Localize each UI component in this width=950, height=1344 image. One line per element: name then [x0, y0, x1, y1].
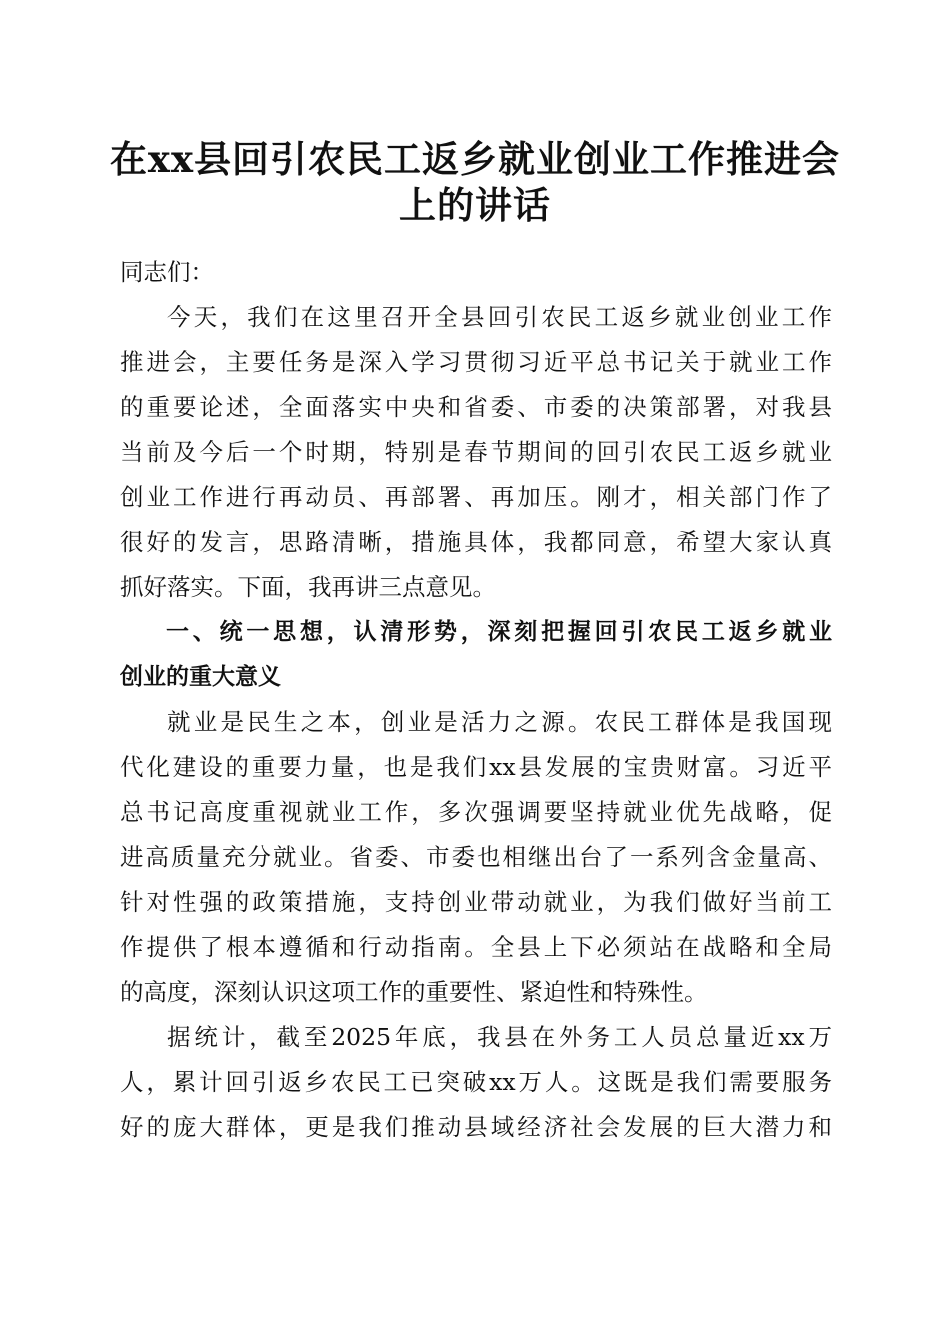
text-line: 同志们：: [120, 258, 214, 286]
text-line: 进高质量充分就业。省委、市委也相继出台了一系列含金量高、: [120, 843, 832, 871]
text-line: 针对性强的政策措施，支持创业带动就业，为我们做好当前工: [120, 888, 832, 916]
text-line: 人，累计回引返乡农民工已突破xx万人。这既是我们需要服务: [120, 1068, 832, 1096]
document-title: [100, 136, 850, 228]
text-line: 抓好落实。下面，我再讲三点意见。: [120, 573, 496, 601]
text-line: 当前及今后一个时期，特别是春节期间的回引农民工返乡就业: [120, 438, 832, 466]
text-line: 作提供了根本遵循和行动指南。全县上下必须站在战略和全局: [120, 933, 832, 961]
paragraph-statistics: [120, 1015, 832, 1150]
text-line: 很好的发言，思路清晰，措施具体，我都同意，希望大家认真: [120, 528, 832, 556]
text-line: 一、统一思想，认清形势，深刻把握回引农民工返乡就业: [166, 619, 832, 645]
text-line: 推进会，主要任务是深入学习贯彻习近平总书记关于就业工作: [120, 348, 832, 376]
text-line: 创业的重大意义: [120, 664, 281, 690]
text-line: 的高度，深刻认识这项工作的重要性、紧迫性和特殊性。: [120, 978, 708, 1006]
text-line: 据统计，截至2025年底，我县在外务工人员总量近xx万: [167, 1023, 832, 1051]
title-line: 在xx县回引农民工返乡就业创业工作推进会: [109, 137, 841, 181]
section-heading-1: [120, 610, 832, 700]
text-line: 好的庞大群体，更是我们推动县域经济社会发展的巨大潜力和: [120, 1113, 832, 1141]
text-line: 今天，我们在这里召开全县回引农民工返乡就业创业工作: [167, 303, 832, 331]
title-line: 上的讲话: [399, 183, 551, 227]
paragraph-intro: [120, 295, 832, 610]
text-line: 代化建设的重要力量，也是我们xx县发展的宝贵财富。习近平: [120, 753, 832, 781]
text-line: 创业工作进行再动员、再部署、再加压。刚才，相关部门作了: [120, 483, 832, 511]
document-body: [120, 250, 832, 1150]
text-line: 总书记高度重视就业工作，多次强调要坚持就业优先战略，促: [120, 798, 832, 826]
salutation: [120, 250, 832, 295]
text-line: 的重要论述，全面落实中央和省委、市委的决策部署，对我县: [120, 393, 832, 421]
paragraph-significance: [120, 700, 832, 1015]
text-line: 就业是民生之本，创业是活力之源。农民工群体是我国现: [167, 708, 832, 736]
